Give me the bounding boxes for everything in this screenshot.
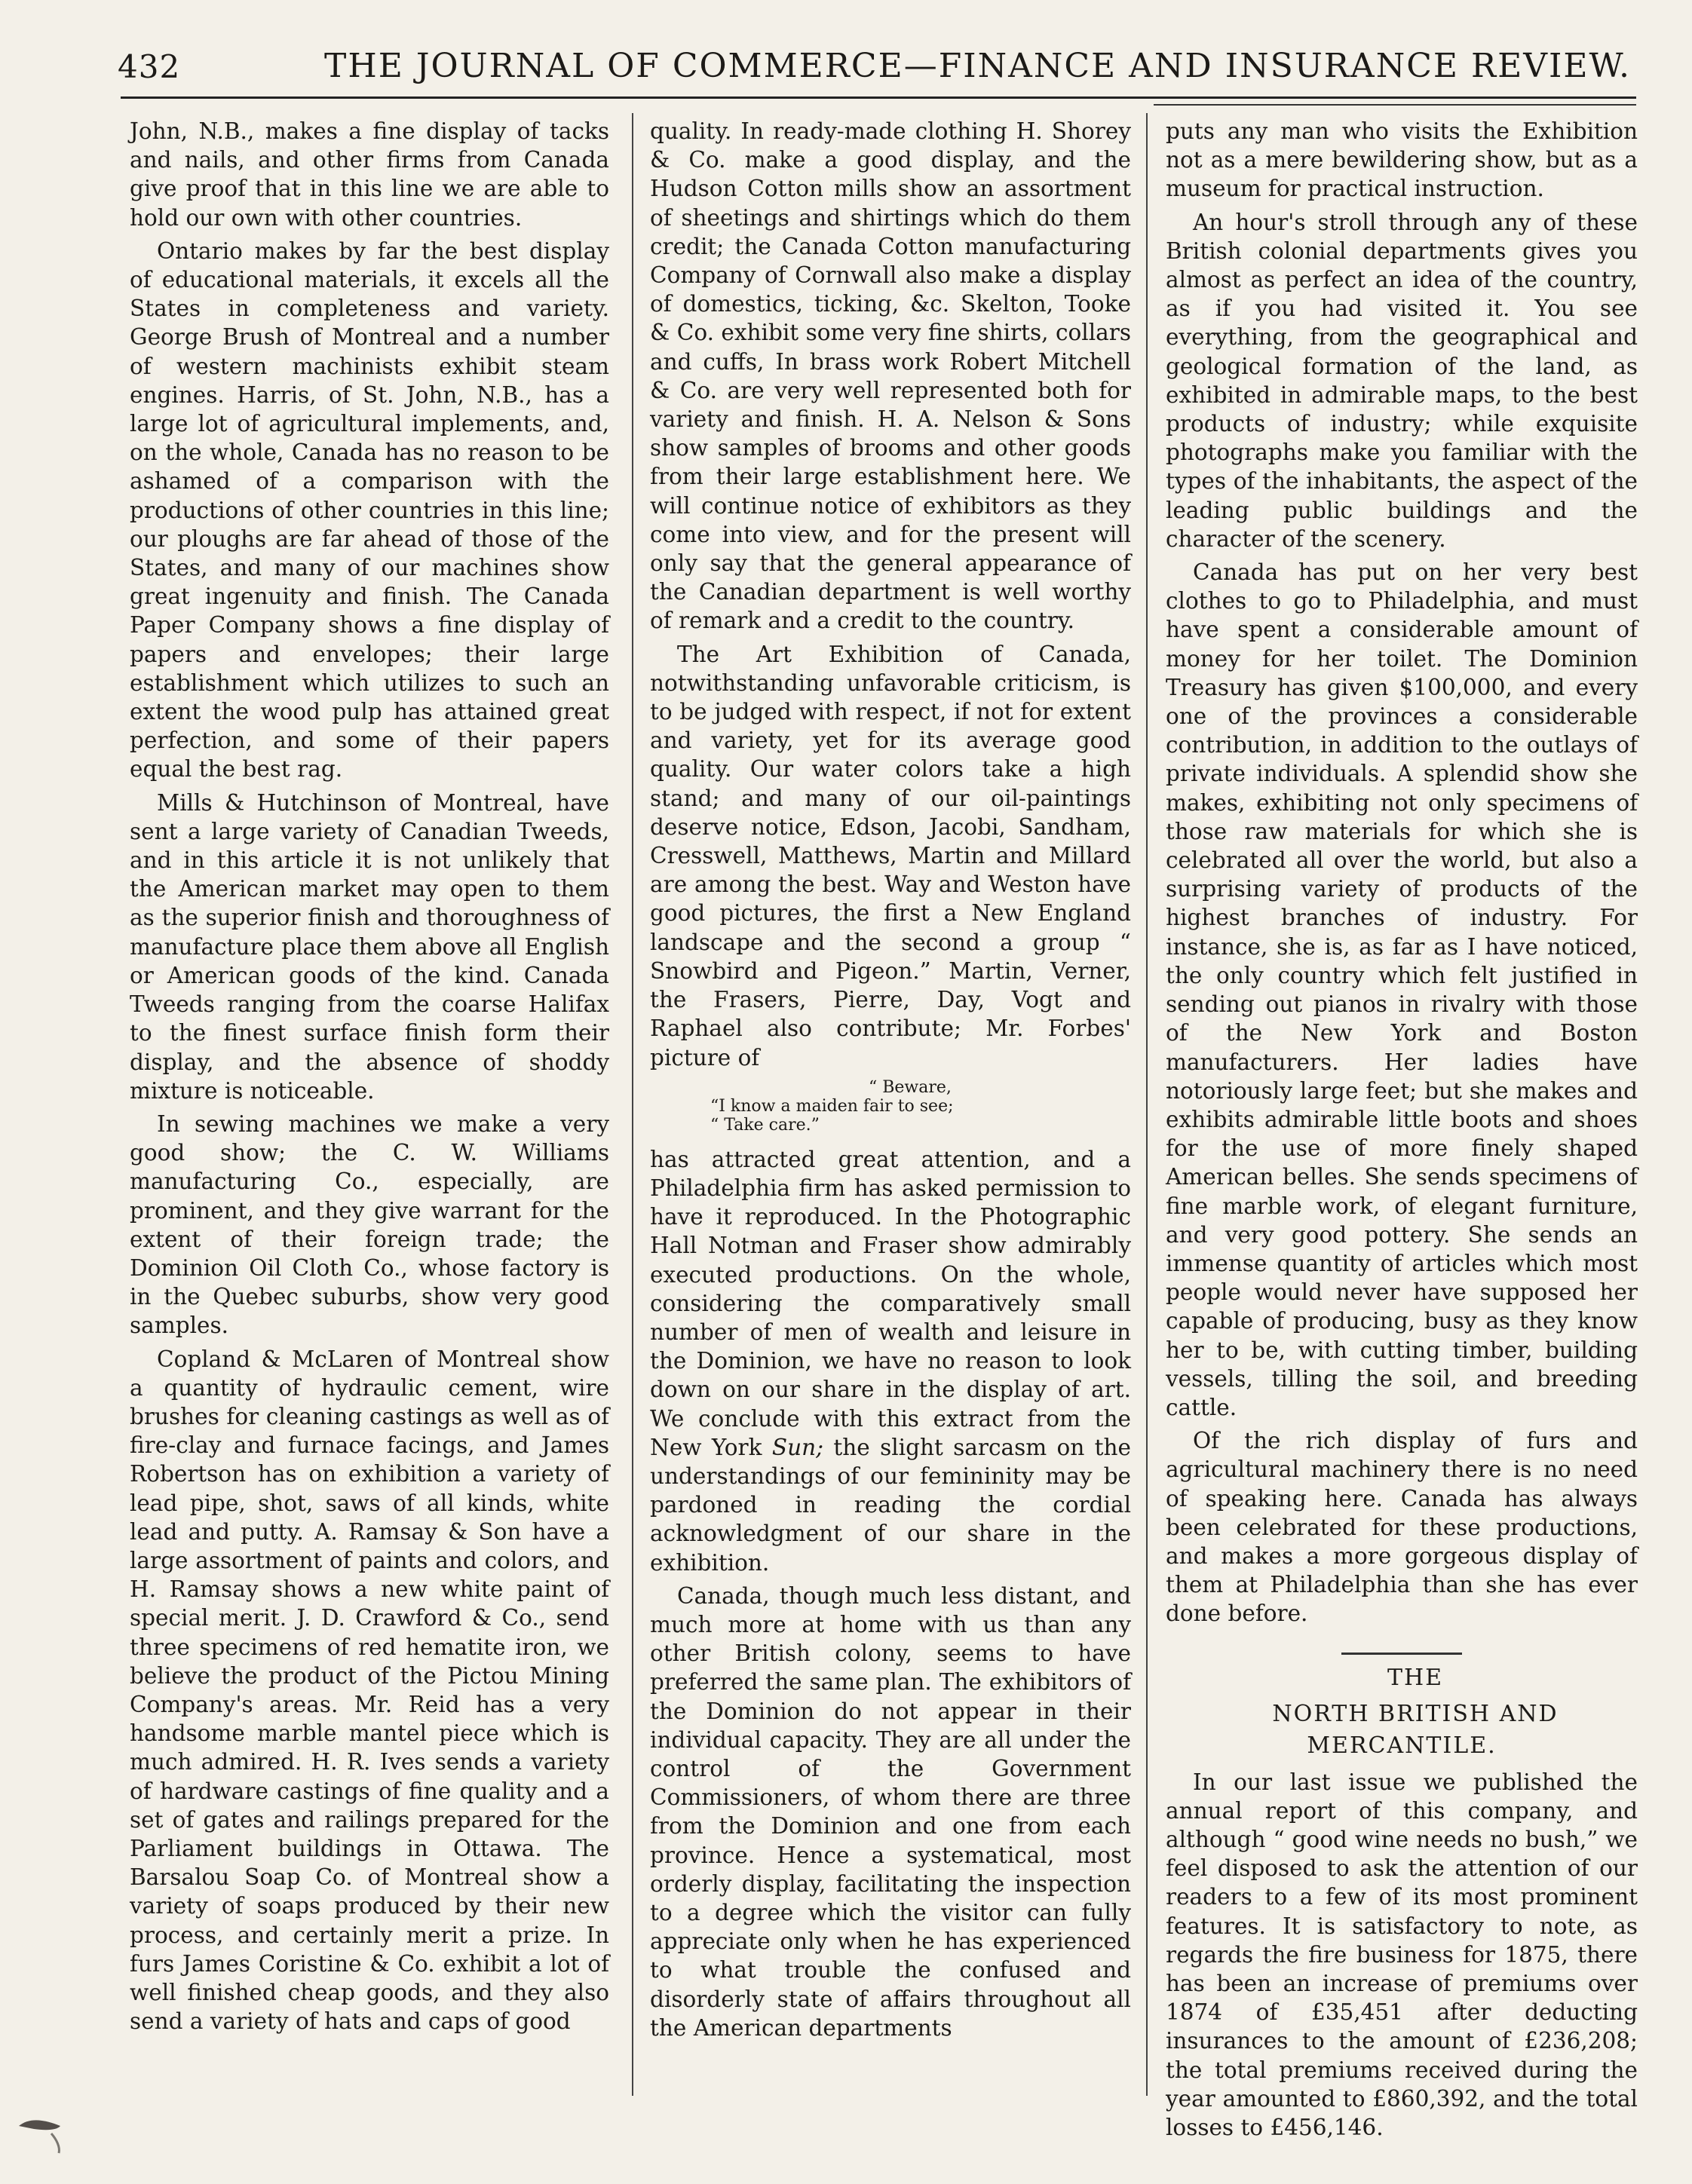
- column-3: [1166, 117, 1638, 2140]
- paragraph: The Art Exhibition of Canada, notwithstanding unfavorable criticism, is to be judged with respect, if not for extent and variety, yet for its average good quality. Our water colors take a high stand; and many of our oil-paintings deserve notice, Edson, Jacobi, Sandham, Cresswell, Matthews, Martin and Millard are among the best. Way and Weston have good pictures, the first a New England landscape and the second a group “ Snowbird and Pigeon.” Martin, Verner, the Frasers, Pierre, Day, Vogt and Raphael also contribute; Mr. Forbes' picture of: [650, 641, 1131, 1071]
- column-2: [650, 117, 1131, 2107]
- paragraph: Canada, though much less distant, and much more at home with us than any other British colony, seems to have preferred the same plan. The exhibitors of the Dominion do not appear in their individual capacity. They are all under the control of the Government Commissioners, of whom there are three from the Dominion and one from each province. Hence a systematical, most orderly display, facilitating the inspection to a degree which the visitor can fully appreciate only when he has experienced to what trouble the confused and disorderly state of affairs throughout all the American departments: [650, 1582, 1131, 2041]
- paragraph: Of the rich display of furs and agricultural machinery there is no need of speaking here. Canada has always been celebrated for these productions, and makes a more gorgeous display of them at Philadelphia than she has ever done before.: [1166, 1428, 1638, 1627]
- column-divider: [1146, 113, 1148, 2096]
- journal-title: THE JOURNAL OF COMMERCE—FINANCE AND INSURANCE REVIEW.: [324, 47, 1632, 85]
- paragraph: In our last issue we published the annual report of this company, and although “ good wine needs no bush,” we feel disposed to ask the attention of our readers to a few of its most prominent features. It is satisfactory to note, as regards the fire business for 1875, there has been an increase of premiums over 1874 of £35,451 after deducting insurances to the amount of £236,208; the total premiums received during the year amounted to £860,392, and the total losses to £456,146.: [1166, 1769, 1638, 2140]
- column-divider: [632, 113, 633, 2096]
- paragraph: Mills & Hutchinson of Montreal, have sent a large variety of Canadian Tweeds, and in this article it is not unlikely that the American market may open to them as the superior finish and thoroughness of manufacture place them above all English or American goods of the kind. Canada Tweeds ranging from the coarse Halifax to the finest surface finish form their display, and the absence of shoddy mixture is noticeable.: [130, 789, 609, 1104]
- column-1: [130, 117, 609, 2107]
- poem-quote: [710, 1078, 1131, 1135]
- paragraph: [650, 1145, 1131, 1577]
- paragraph: Copland & McLaren of Montreal show a quantity of hydraulic cement, wire brushes for cleaning castings as well as of fire-clay and furnace facings, and James Robertson has on exhibition a variety of lead pipe, shot, saws of all kinds, white lead and putty. A. Ramsay & Son have a large assortment of paints and colors, and H. Ramsay shows a new white paint of special merit. J. D. Crawford & Co., send three specimens of red hematite iron, we believe the product of the Pictou Mining Company's areas. Mr. Reid has a very handsome marble mantel piece which is much admired. H. R. Ives sends a variety of hardware castings of fine quality and a set of gates and railings prepared for the Parliament buildings in Ottawa. The Barsalou Soap Co. of Montreal show a variety of soaps produced by their new process, and certainly merit a prize. In furs James Coristine & Co. exhibit a lot of well finished cheap goods, and they also send a variety of hats and caps of good: [130, 1346, 609, 2035]
- paragraph: Canada has put on her very best clothes to go to Philadelphia, and must have spent a considerable amount of money for her toilet. The Dominion Treasury has given $100,000, and every one of the provinces a considerable contribution, in addition to the outlays of private individuals. A splendid show she makes, exhibiting not only specimens of those raw materials for which she is celebrated all over the world, but also a surprising variety of products of the highest branches of industry. For instance, she is, as far as I have noticed, the only country which felt justified in sending out pianos in rivalry with those of the New York and Boston manufacturers. Her ladies have notoriously large feet; but she makes and exhibits admirable little boots and shoes for the use of more finely shaped American belles. She sends specimens of fine marble work, of elegant furniture, and very good pottery. She sends an immense quantity of articles which most people would never have supposed her capable of producing, busy as they know her to be, with cutting timber, building vessels, tilling the soil, and breeding cattle.: [1166, 559, 1638, 1420]
- poem-line: “I know a maiden fair to see;: [710, 1096, 954, 1116]
- paragraph-text: has attracted great attention, and a Philadelphia firm has asked permission to have it reproduced. In the Photographic Hall Notman and Fraser show admirably executed productions. On the whole, considering the comparatively small number of men of wealth and leisure in the Dominion, we have no reason to look down on our share in the display of art. We conclude with this extract from the New York: [650, 1146, 1131, 1460]
- ink-smudge-icon: [15, 2103, 75, 2156]
- header-rule: [121, 96, 1636, 99]
- page-number: 432: [118, 48, 181, 85]
- paragraph: puts any man who visits the Exhibition not as a mere bewildering show, but as a museum for practical instruction.: [1166, 118, 1638, 202]
- newspaper-name: Sun;: [771, 1434, 824, 1460]
- header-rule-secondary: [1154, 104, 1636, 106]
- paragraph: John, N.B., makes a fine display of tacks and nails, and other firms from Canada give proof that in this line we are able to hold our own with other countries.: [130, 118, 609, 231]
- poem-line: “ Beware,: [869, 1077, 952, 1097]
- paragraph: An hour's stroll through any of these British colonial departments gives you almost as perfect an idea of the country, as if you had visited it. You see everything, from the geographical and geological formation of the land, as exhibited in admirable maps, to the best products of industry; while exquisite photographs make you familiar with the types of the inhabitants, the aspect of the leading public buildings and the character of the scenery.: [1166, 209, 1638, 552]
- paragraph: Ontario makes by far the best display of educational materials, it excels all the States in completeness and variety. George Brush of Montreal and a number of western machinists exhibit steam engines. Harris, of St. John, N.B., has a large lot of agricultural implements, and, on the whole, Canada has no reason to be ashamed of a comparison with the productions of other countries in this line; our ploughs are far ahead of those of the States, and many of our machines show great ingenuity and finish. The Canada Paper Company shows a fine display of papers and envelopes; their large establishment which utilizes to such an extent the wood pulp has attained great perfection, and some of their papers equal the best rag.: [130, 237, 609, 783]
- section-divider: [1341, 1653, 1462, 1655]
- paragraph: In sewing machines we make a very good show; the C. W. Williams manufacturing Co., especially, are prominent, and they give warrant for the extent of their foreign trade; the Dominion Oil Cloth Co., whose factory is in the Quebec suburbs, show very good samples.: [130, 1110, 609, 1339]
- section-heading: NORTH BRITISH AND MERCANTILE.: [1272, 1700, 1559, 1759]
- paragraph: quality. In ready-made clothing H. Shorey & Co. make a good display, and the Hudson Cotton mills show an assortment of sheetings and shirtings which do them credit; the Canada Cotton manufacturing Company of Cornwall also make a display of domestics, ticking, &c. Skelton, Tooke & Co. exhibit some very fine shirts, collars and cuffs, In brass work Robert Mitchell & Co. are very well represented both for variety and finish. H. A. Nelson & Sons show samples of brooms and other goods from their large establishment here. We will continue notice of exhibitors as they come into view, and for the present will only say that the general appearance of the Canadian department is well worthy of remark and a credit to the country.: [650, 118, 1131, 634]
- section-heading: THE: [1387, 1664, 1444, 1691]
- poem-line: “ Take care.”: [710, 1115, 820, 1135]
- paragraph-text: the slight sarcasm on the understandings of our femininity may be pardoned in reading the cordial acknowledgment of our share in the exhibition.: [650, 1434, 1131, 1576]
